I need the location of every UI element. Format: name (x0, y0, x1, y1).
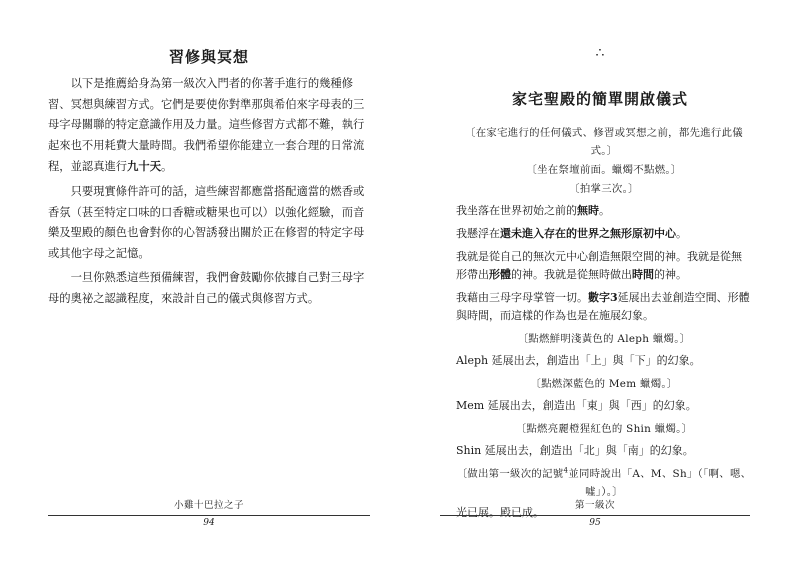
instruction: 〔點燃亮麗橙猩紅色的 Shin 蠟燭。〕 (515, 423, 693, 435)
page-number: 94 (203, 518, 215, 528)
instruction: 〔點燃鮮明淺黃色的 Aleph 蠟燭。〕 (517, 333, 691, 345)
instruction: 〔點燃深藍色的 Mem 蠟燭。〕 (530, 378, 678, 390)
running-head: 小雞十巴拉之子 (173, 500, 244, 511)
ritual-line: 我懸浮在還未進入存在的世界之無形原初中心。 (456, 227, 687, 240)
bold-phrase: 九十天 (127, 159, 161, 174)
instruction: 〔在家宅進行的任何儀式、修習或冥想之前，都先進行此儀式。〕 (465, 127, 743, 157)
left-footer (48, 497, 370, 528)
paragraph-1: 以下是推薦給身為第一級次入門者的你著手進行的幾種修習、冥想與練習方式。它們是要使你對準那與希伯來字母表的三母字母關聯的特定意識作用及力量。這些修習方式都不難，執行起來也不用耗費大量時間。我們希望你能建立一套合理的日常流程，並認真進行九十天。 (48, 77, 365, 174)
ritual-line: 我藉由三母字母掌管一切。數字3延展出去並創造空間、形體與時間，而這樣的作為也是在施展幻象。 (456, 291, 750, 322)
ritual-line: 光已展。殿已成。 (456, 506, 544, 519)
paragraph-3: 一旦你熟悉這些預備練習，我們會鼓勵你依據自己對三母字母的奧祕之認識程度，來設計自己的儀式與修習方式。 (48, 271, 365, 305)
page-title: 習修與冥想 (168, 48, 249, 66)
instruction: 〔拍掌三次。〕 (569, 183, 639, 195)
left-body (48, 74, 370, 314)
running-head: 第一級次 (574, 500, 615, 511)
footer-rule (440, 515, 750, 516)
instruction: 〔坐在祭壇前面。蠟燭不點燃。〕 (526, 164, 682, 176)
instruction: 〔做出第一級次的記號$^4$並同時說出「A、M、Sh」（「啊、嗯、噓」）。〕 (456, 466, 752, 498)
footer-rule (48, 515, 370, 516)
therefore-symbol-icon: ∴ (595, 45, 605, 61)
footnote-marker: 4 (563, 466, 569, 475)
ritual-line: Shin 延展出去，創造出「北」與「南」的幻象。 (456, 444, 694, 457)
page-number: 95 (589, 518, 601, 528)
ritual-title: 家宅聖殿的簡單開啟儀式 (511, 90, 688, 108)
paragraph-2: 只要現實條件許可的話，這些練習都應當搭配適當的燃香或香氛（甚至特定口味的口香糖或糖果也可以）以強化經驗，而音樂及聖殿的顏色也會對你的心智誘發出關於正在修習的特定字母或其他字母之記憶。 (48, 184, 365, 260)
right-page (448, 0, 752, 567)
right-footer (440, 497, 750, 528)
ritual-body (456, 124, 752, 527)
left-page (48, 0, 370, 567)
ritual-line: 我就是從自己的無次元中心創造無限空間的神。我就是從無形帶出形體的神。我就是從無時做出時間的神。 (456, 250, 742, 281)
ritual-line: 我坐落在世界初始之前的無時。 (456, 204, 610, 217)
ritual-line: Aleph 延展出去，創造出「上」與「下」的幻象。 (456, 354, 701, 367)
ritual-line: Mem 延展出去，創造出「東」與「西」的幻象。 (456, 399, 697, 412)
